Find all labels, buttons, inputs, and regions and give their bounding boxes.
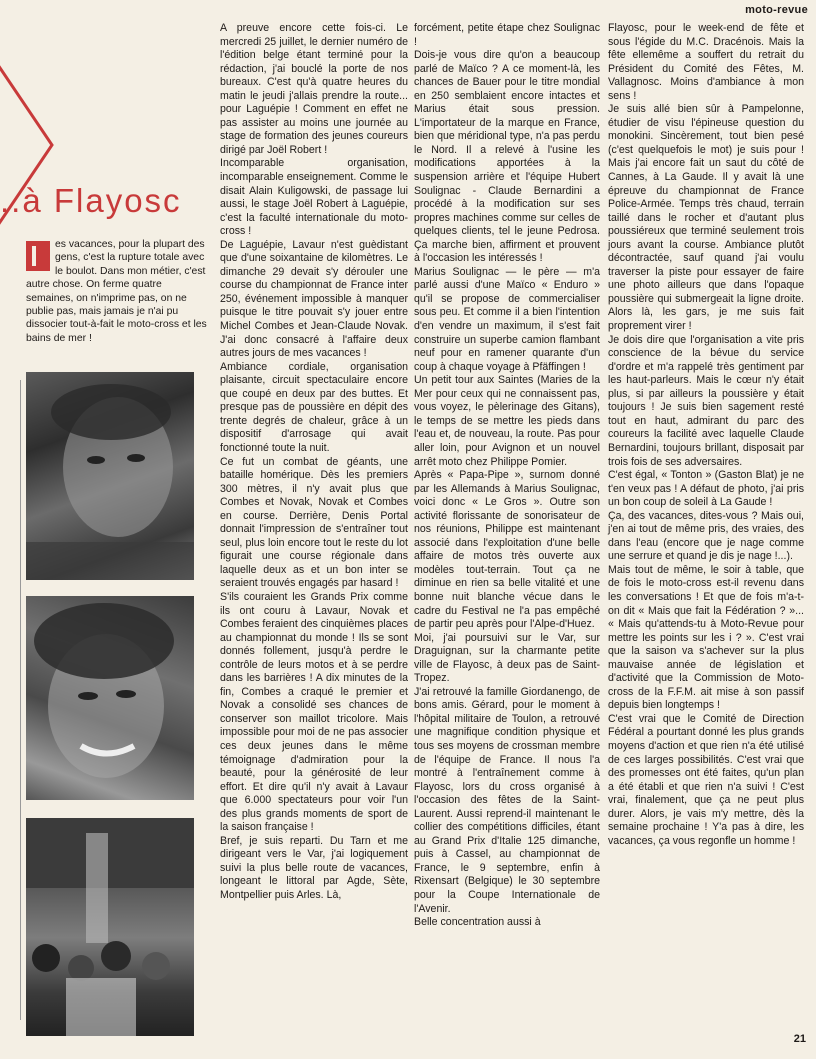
- left-margin-rule: [20, 380, 21, 1020]
- photo-rider-portrait-2: [26, 596, 194, 800]
- paragraph: Ambiance cordiale, organisation plaisante, circuit spectaculaire encore que coupé en deux par des buttes. Et presque pas de poussière en dépit des trente degrés de chaleur, grâce à un dispositif d'arrosage qui avait fonctionné toute la nuit.: [220, 360, 408, 454]
- paragraph: Marius Soulignac — le père — m'a parlé aussi d'une Maïco « Enduro » qu'il se propose de commercialiser sous peu. Et comme il a bien l'intention d'en vendre un maximum, il s'est fait construire un superbe camion flambant neuf pour en ramener quarante d'un coup à chaque voyage à Pfäffingen !: [414, 265, 600, 373]
- photo-rider-portrait-1: [26, 372, 194, 580]
- article-column-1: [220, 22, 408, 903]
- paragraph: Mais tout de même, le soir à table, que de fois le moto-cross est-il revenu dans les conversations ! Et que de fois m'a-t-on dit « Mais que fait la Fédération ? »... « Mais qu'attends-tu à Moto-Revue pour mettre les points sur les i ? ». C'est vrai que la saison va s'achever sur la plus mauvaise année de législation et d'activité que la Commission de Moto-cross de la F.F.M. ait mise à son passif depuis bien longtemps !: [608, 563, 804, 712]
- paragraph: J'ai retrouvé la famille Giordanengo, de bons amis. Gérard, pour le moment à l'hôpital militaire de Toulon, a retrouvé une magnifique condition physique et tous ses moyens de crossman membre de l'équipe de France. Il nous l'a montré à l'entraînement comme à Flayosc, lors du cross organisé à l'occasion des fêtes de la Saint-Laurent. Aussi reprend-il maintenant le collier des compétitions difficiles, étant au Grand Prix d'Italie 125 dimanche, puis à Cassel, au championnat de France, le 9 septembre, enfin à Rixensart (Belgique) le 30 septembre pour la Coupe Internationale de l'Avenir.: [414, 685, 600, 915]
- paragraph: Ce fut un combat de géants, une bataille homérique. Dès les premiers 300 mètres, il n'y avait plus que Combes et Novak, Novak et Combes en course. Derrière, Denis Portal donnait l'impression de s'entraîner tout seul, plus loin encore tout le reste du lot figurait une course régionale dans laquelle deux as et un bon inter se seraient trouvés engagés par hasard !: [220, 455, 408, 590]
- paragraph: forcément, petite étape chez Soulignac !: [414, 22, 600, 48]
- article-column-2: [414, 22, 600, 930]
- paragraph: Après « Papa-Pipe », surnom donné par les Allemands à Marius Soulignac, voici donc « Le Gros ». Outre son activité florissante de sonorisateur de nos réunions, Philippe est maintenant associé dans l'exploitation d'une belle affaire de motos très ouverte aux modèles tout-terrain. Tout ça ne diminue en rien sa belle vitalité et une bonne nuit blanche vécue dans le cadre du Festival ne l'a pas empêché de partir peu après pour l'Alpe-d'Huez.: [414, 469, 600, 631]
- article-intro: [26, 238, 208, 345]
- intro-text: es vacances, pour la plupart des gens, c'est la rupture totale avec le boulot. Dans mon métier, c'est autre chose. On ferme quatre semaines, on n'imprime pas, on ne publie pas, mais jamais je n'ai pu dissocier tout-à-fait le moto-cross et les bains de mer !: [26, 239, 207, 344]
- magazine-header: moto-revue: [745, 4, 808, 16]
- paragraph: Incomparable organisation, incomparable enseignement. Comme le disait Alain Kuligowski, de passage lui aussi, le stage Joël Robert à Laguépie, c'est la faculté internationale du moto-cross !: [220, 157, 408, 238]
- dropcap-letter-l: [26, 241, 50, 271]
- paragraph: Ça, des vacances, dites-vous ? Mais oui, j'en ai tout de même pris, des vraies, des dans l'eau (encore que je nage comme une serrure et quand je dis je nage !...).: [608, 509, 804, 563]
- paragraph: Un petit tour aux Saintes (Maries de la Mer pour ceux qui ne connaissent pas, vous voyez, le pèlerinage des Gitans), le temps de se mettre les pieds dans l'eau et, de nouveau, la route. Pas pour aller loin, pour Avignon et un nouvel arrêt moto chez Philippe Pomier.: [414, 374, 600, 468]
- paragraph: C'est vrai que le Comité de Direction Fédéral a pourtant donné les plus grands moyens d'action et que rien n'a été utilisé de ces larges possibilités. C'est vrai que des promesses ont été faites, qu'un plan a été établi et que rien n'a suivi ! C'est vrai, finalement, que ça ne peut plus durer. Alors, je vais m'y mettre, dès la semaine prochaine ! Y'a pas à dire, les vacances, ça vous regonfle un homme !: [608, 712, 804, 847]
- article-title: ..à Flayosc: [0, 182, 182, 219]
- paragraph: Belle concentration aussi à: [414, 916, 541, 929]
- paragraph: S'ils couraient les Grands Prix comme ils ont couru à Lavaur, Novak et Combes feraient des cinquièmes places au championnat du monde ! Ils se sont donnés follement, jusqu'à perdre le contrôle de leurs motos et à se perdre dans les barrières ! A dix minutes de la fin, Combes a craqué le premier et Novak a consolidé ses chances de conserver son maillot tricolore. Mais impossible pour moi de ne pas associer ces deux jeunes dans le même témoignage d'admiration pour la beauté, pour la générosité de leur effort. Et dire qu'il n'y avait à Lavaur que 6.000 spectateurs pour voir l'un des plus grands moments de sport de la saison française !: [220, 590, 408, 834]
- paragraph: Bref, je suis reparti. Du Tarn et me dirigeant vers le Var, j'ai logiquement suivi la plus belle route de vacances, longeant le littoral par Agde, Sète, Montpellier puis Arles. Là,: [220, 834, 408, 901]
- paragraph: Dois-je vous dire qu'on a beaucoup parlé de Maïco ? A ce moment-là, les chances de Bauer pour le titre mondial en 250 semblaient encore intactes et Marius était sous pression. L'importateur de la marque en France, bien que méridional type, n'a pas perdu le Nord. Il a relevé à l'usine les modifications apportées à la suspension arrière et l'équipe Hubert Soulignac - Claude Bernardini a procédé à la modification sur ses propres machines comme sur celles de quelques clients, tel le jeune Pedrosa. Ça marche bien, affirment et prouvent à l'occasion les intéressés !: [414, 49, 600, 265]
- photo-crowd-celebration: [26, 818, 194, 1036]
- paragraph: Je dois dire que l'organisation a vite pris conscience de la bévue du service d'ordre et m'a rappelé très gentiment par les haut-parleurs. Mais le cœur n'y était plus, si par ailleurs la poussière y était toujours ! Je suis bien sagement resté tout en haut, admirant du parc des coureurs la facilité avec laquelle Claude Bernardini, toujours brillant, disposait par trois fois de ses adversaires.: [608, 333, 804, 468]
- paragraph: A preuve encore cette fois-ci. Le mercredi 25 juillet, le dernier numéro de l'édition belge étant terminé pour la rédaction, j'ai bouclé la porte de nos bureaux. C'est qu'à quatre heures du matin le jeudi j'allais prendre la route... pour Laguépie ! Comment en effet ne pas assister au moins une journée au stage de formation des jeunes coureurs dirigé par Joël Robert !: [220, 22, 408, 156]
- paragraph: De Laguépie, Lavaur n'est guèdistant que d'une soixantaine de kilomètres. Le dimanche 29 devait s'y dérouler une course du championnat de France inter 250, événement impossible à manquer puisque le titre pouvait s'y jouer entre Michel Combes et Jean-Claude Novak. J'ai donc consacré à l'affaire deux autres jours de mes vacances !: [220, 238, 408, 360]
- paragraph: Je suis allé bien sûr à Pampelonne, étudier de visu l'épineuse question du monokini. Sincèrement, tout bien pesé (c'est quelquefois le mot) je suis pour ! Mais j'ai encore fait un saut du côté de Cannes, à La Gaude. Il y avait là une épreuve du championnat de France Police-Armée. Temps très chaud, terrain taillé dans le rocher et d'autant plus poussiéreux que terminé seulement trois jours avant la course. Ambiance plutôt décontractée, sauf quand j'ai voulu traverser la piste pour essayer de faire une photo ailleurs que dans l'opaque poussière qui submergeait la ligne droite. Alors là, les gars, je me suis fait proprement virer !: [608, 103, 804, 333]
- paragraph: Moi, j'ai poursuivi sur le Var, sur Draguignan, sur la charmante petite ville de Flayosc, à deux pas de Saint-Tropez.: [414, 631, 600, 685]
- page-number: 21: [793, 1033, 806, 1045]
- paragraph: C'est égal, « Tonton » (Gaston Blat) je ne t'en veux pas ! A défaut de photo, j'ai pris un bon coup de soleil à La Gaude !: [608, 469, 804, 509]
- article-column-3: [608, 22, 804, 848]
- paragraph: Flayosc, pour le week-end de fête et sous l'égide du M.C. Dracénois. Mais la fête ellemême a souffert du retrait du Président du Comité des Fêtes, M. Vallagnosc. Moins d'ambiance à mon sens !: [608, 22, 804, 102]
